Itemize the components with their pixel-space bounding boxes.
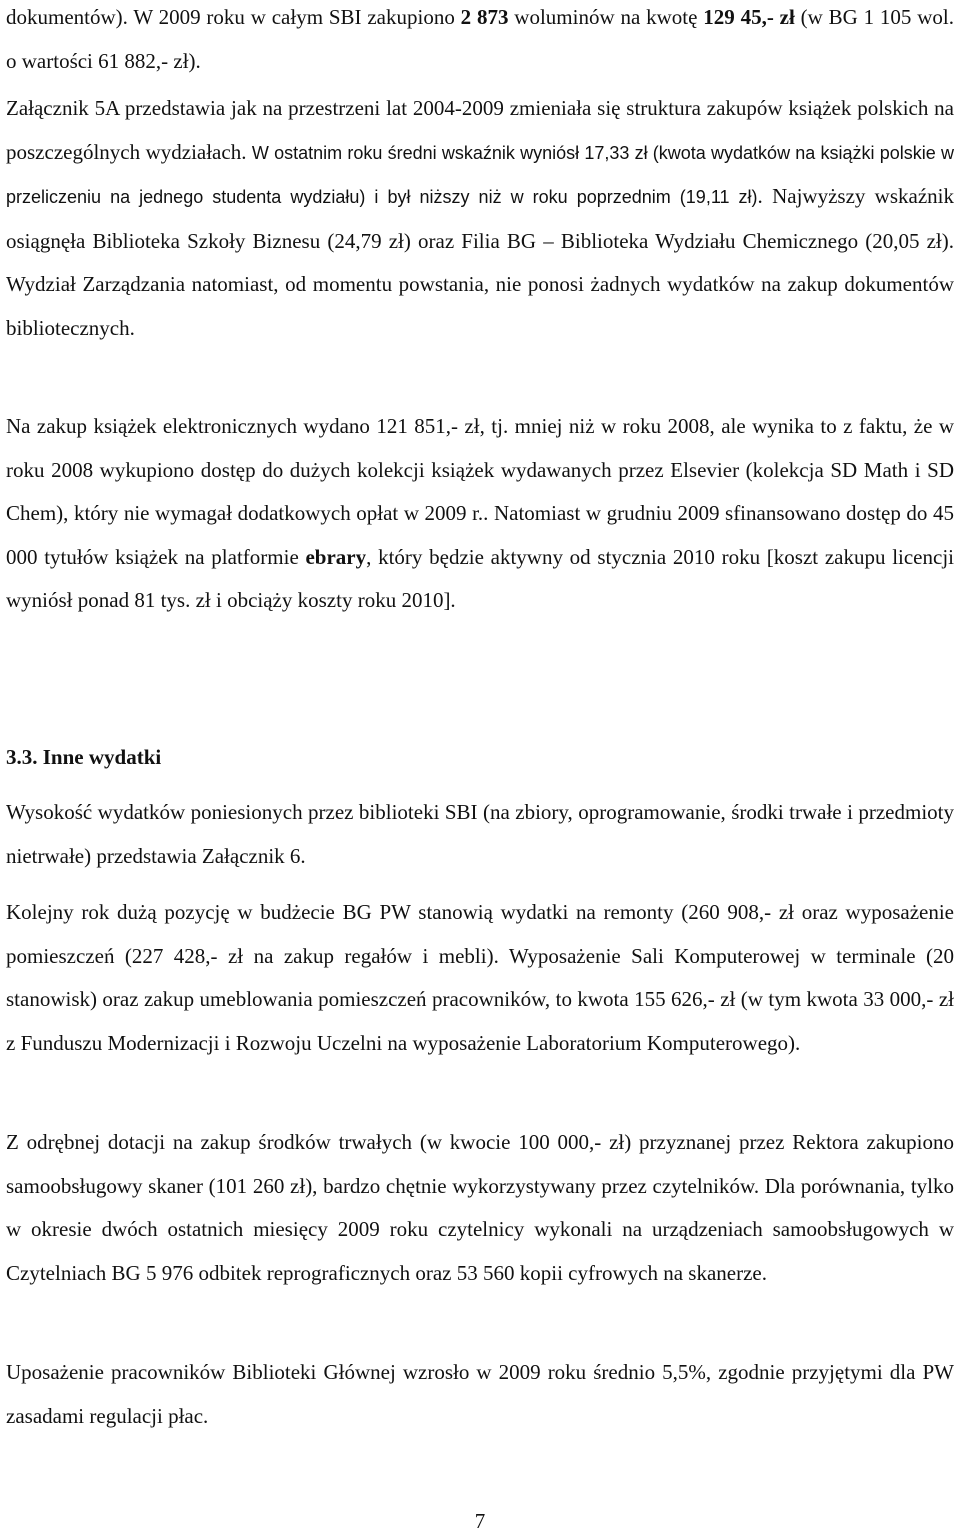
text-run: (w BG 1 105 wol. o wartości 61 882,- zł).	[6, 5, 954, 73]
text-run: dokumentów). W 2009 roku w całym SBI zakupiono	[6, 5, 461, 29]
paragraph-renovations: Kolejny rok dużą pozycję w budżecie BG PW stanowią wydatki na remonty (260 908,- zł oraz wyposażenie pomieszczeń (227 428,- zł na zakup regałów i mebli). Wyposażenie Sali Komputerowej w terminale (20 stanowisk) oraz zakup umeblowania pomieszczeń pracowników, to kwota 155 626,- zł (w tym kwota 33 000,- zł z Funduszu Modernizacji i Rozwoju Uczelni na wyposażenie Laboratorium Komputerowego).	[6, 900, 954, 1055]
page-number: 7	[474, 1509, 486, 1533]
paragraph-purchases-summary	[6, 0, 954, 83]
text-run: Na zakup książek elektronicznych wydano 121 851,- zł, tj.	[6, 414, 509, 438]
text-run: mniej niż w roku 2008, ale wynika to z faktu, że w roku 2008 wykupiono dostęp do dużych kolekcji książek wydawanych przez Elsevier (kolekcja SD Math i SD Chem), który nie wymagał dodatkowych opłat w 2009 r.. Natomiast w grudniu 2009 sfinansowano dostęp do 45 000 tytułów książek na platformie	[6, 414, 954, 569]
section-heading: 3.3. Inne wydatki	[6, 745, 162, 769]
text-run: woluminów na kwotę	[508, 5, 704, 29]
paragraph-salaries: Uposażenie pracowników Biblioteki Głównej wzrosło w 2009 roku średnio 5,5%, zgodnie przyjętymi dla PW zasadami regulacji płac.	[6, 1360, 954, 1428]
text-run: Najwyższy wskaźnik osiągnęła Biblioteka Szkoły Biznesu (24,79 zł) oraz Filia BG – Biblioteka Wydziału Chemicznego (20,05 zł). Wydział Zarządzania natomiast, od momentu powstania, nie ponosi żadnych wydatków na zakup dokumentów bibliotecznych.	[6, 184, 954, 340]
paragraph-scanner: Z odrębnej dotacji na zakup środków trwałych (w kwocie 100 000,- zł) przyznanej przez Rektora zakupiono samoobsługowy skaner (101 260 zł), bardzo chętnie wykorzystywany przez czytelników. Dla porównania, tylko w okresie dwóch ostatnich miesięcy 2009 roku czytelnicy wykonali na urządzeniach samoobsługowych w Czytelniach BG 5 976 odbitek reprograficznych oraz 53 560 kopii cyfrowych na skanerze.	[6, 1130, 954, 1285]
paragraph-attachment-6: Wysokość wydatków poniesionych przez biblioteki SBI (na zbiory, oprogramowanie, środki trwałe i przedmioty nietrwałe) przedstawia Załącznik 6.	[6, 800, 954, 868]
text-run-sans: W ostatnim roku średni wskaźnik wyniósł 17,33 zł (kwota wydatków na książki polskie w przeliczeniu na jednego studenta wydziału) i był niższy niż w roku poprzednim (19,11 zł)	[6, 142, 954, 207]
paragraph-attachment-5a	[6, 87, 954, 350]
bold-volume-count: 2 873	[460, 5, 509, 29]
text-run: .	[757, 184, 773, 208]
text-run: , który będzie aktywny od stycznia 2010 roku [koszt zakupu licencji wyniósł ponad 81 tys. zł i obciąży koszty roku 2010].	[6, 544, 954, 612]
bold-ebrary: ebrary	[305, 544, 367, 569]
bold-amount: 129 45,- zł	[703, 5, 795, 29]
paragraph-ebooks	[6, 405, 954, 623]
text-run: Załącznik 5A przedstawia jak na przestrzeni lat 2004-2009 zmieniała się struktura zakupów książek polskich na poszczególnych wydziałach.	[6, 96, 954, 164]
